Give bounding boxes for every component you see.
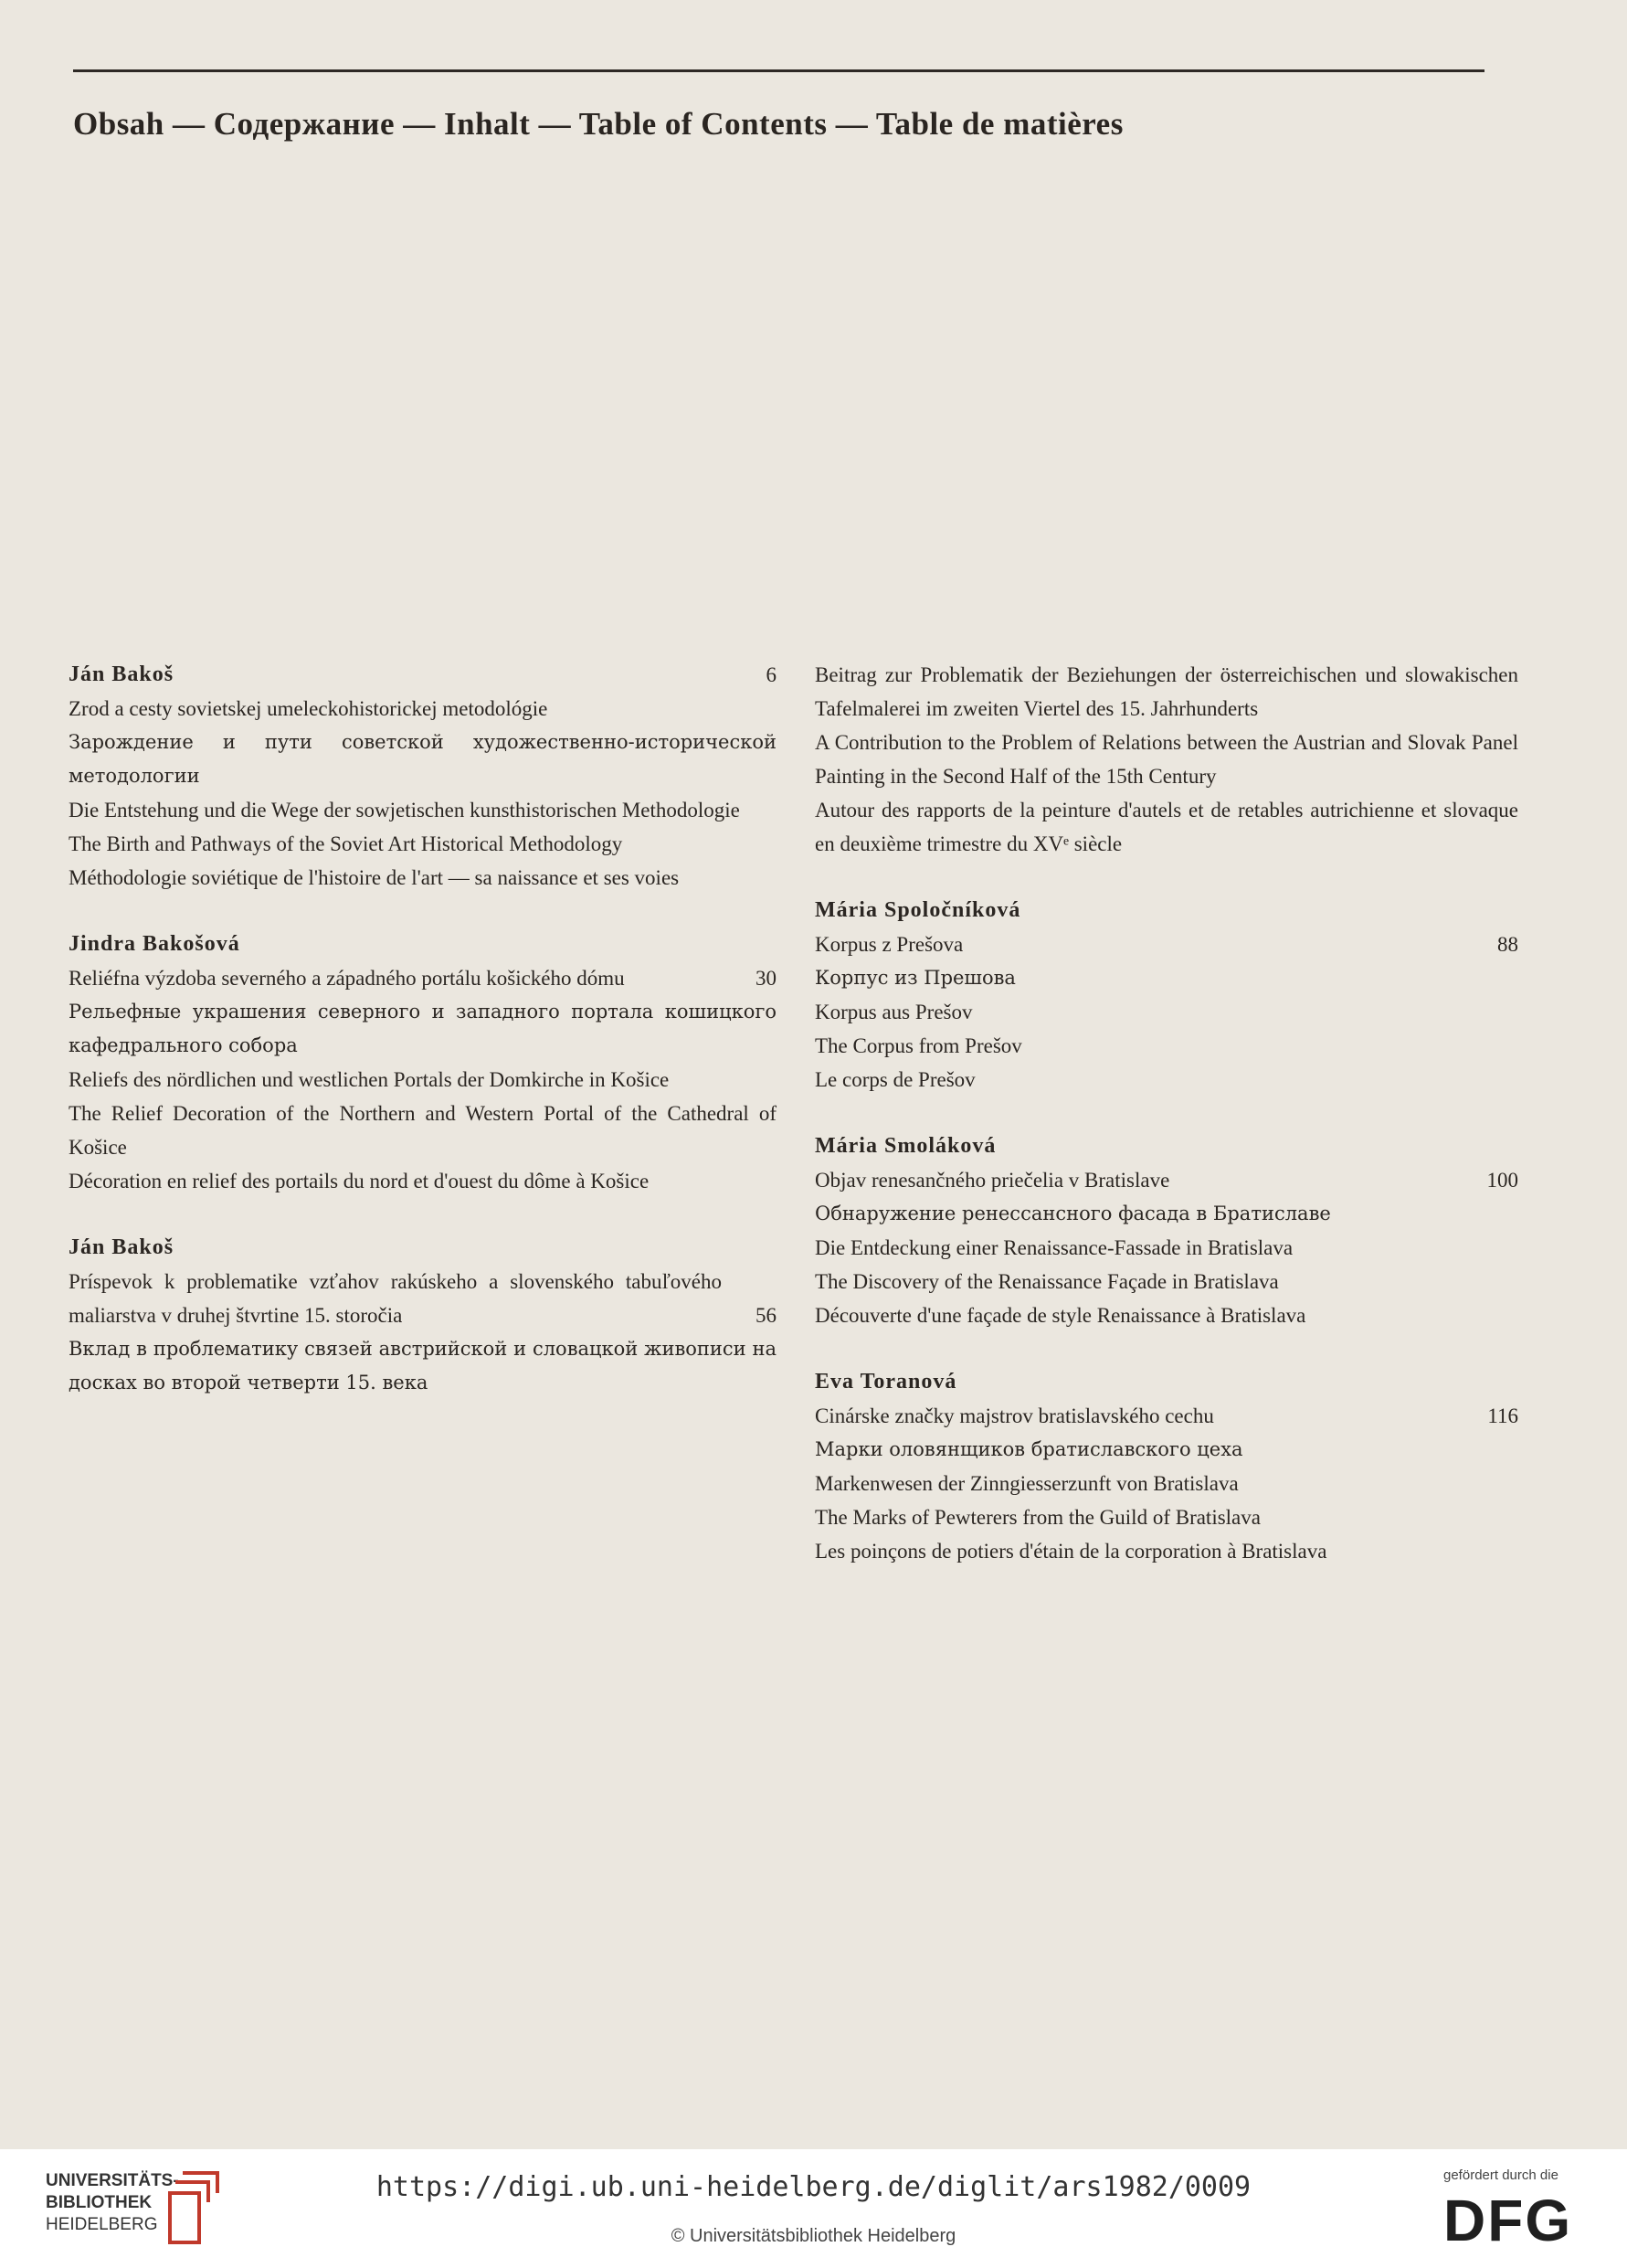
entry-title-fr: Les poinçons de potiers d'étain de la corporation à Bratislava xyxy=(815,1540,1327,1563)
entry-title-fr: Méthodologie soviétique de l'histoire de l'art — sa naissance et ses voies xyxy=(69,866,680,889)
toc-right-column xyxy=(815,658,1518,1601)
page-number: 88 xyxy=(1497,933,1518,956)
entry-title-en: The Marks of Pewterers from the Guild of Bratislava xyxy=(815,1506,1261,1529)
entry-author: Mária Spoločníková xyxy=(815,898,1021,922)
entry-title-de: Die Entdeckung einer Renaissance-Fassade in Bratislava xyxy=(815,1236,1294,1259)
entry-title-ru: Обнаружение ренессансного фасада в Братиславе xyxy=(815,1203,1331,1224)
library-name-line: HEIDELBERG xyxy=(46,2215,158,2234)
copyright-notice: © Universitätsbibliothek Heidelberg xyxy=(671,2226,956,2246)
toc-entry xyxy=(815,894,1518,1097)
footer-bar xyxy=(0,2149,1627,2268)
entry-title-sk: Zrod a cesty sovietskej umeleckohistorickej metodológie xyxy=(69,697,548,720)
entry-author: Ján Bakoš xyxy=(69,1235,174,1259)
page-number: 100 xyxy=(1486,1169,1518,1192)
toc-title: Obsah — Содержание — Inhalt — Table of Contents — Table de matières xyxy=(73,106,1124,142)
entry-title-de: Beitrag zur Problematik der Beziehungen der österreichischen und slowakischen Tafelmalerei im zweiten Viertel des 15. Jahrhunderts xyxy=(815,663,1518,720)
entry-title-en: The Discovery of the Renaissance Façade in Bratislava xyxy=(815,1270,1279,1293)
entry-title-en: The Corpus from Prešov xyxy=(815,1034,1022,1057)
page-number: 56 xyxy=(755,1304,777,1327)
entry-title-ru: Вклад в проблематику связей австрийской и словацкой живописи на досках во второй четверти 15. века xyxy=(69,1338,777,1394)
entry-title-sk: Príspevok k problematike vzťahov rakúskeho a slovenského tabuľového maliarstva v druhej štvrtine 15. storočia xyxy=(69,1270,722,1327)
toc-entry xyxy=(815,1129,1518,1332)
entry-title-de: Korpus aus Prešov xyxy=(815,1001,973,1023)
entry-title-ru: Рельефные украшения северного и западного портала кошицкого кафедрального собора xyxy=(69,1001,777,1056)
page-number: 116 xyxy=(1487,1404,1518,1427)
entry-title-en: A Contribution to the Problem of Relations between the Austrian and Slovak Panel Painting in the Second Half of the 15th Century xyxy=(815,731,1518,788)
toc-left-column xyxy=(69,658,777,1433)
entry-title-fr: Décoration en relief des portails du nord et d'ouest du dôme à Košice xyxy=(69,1170,650,1192)
entry-author: Ján Bakoš xyxy=(69,662,174,686)
entry-title-sk: Cinárske značky majstrov bratislavského cechu xyxy=(815,1404,1214,1427)
entry-title-de: Reliefs des nördlichen und westlichen Portals der Domkirche in Košice xyxy=(69,1068,670,1091)
entry-title-fr: Autour des rapports de la peinture d'autels et de retables autrichienne et slovaque en deuxième trimestre du XVᵉ siècle xyxy=(815,799,1518,855)
toc-entry xyxy=(69,1231,777,1400)
entry-title-sk: Reliéfna výzdoba severného a západného portálu košického dómu xyxy=(69,967,625,990)
entry-title-ru: Корпус из Прешова xyxy=(815,967,1016,989)
toc-entry xyxy=(69,658,777,895)
toc-entry xyxy=(815,1365,1518,1568)
dfg-logo: DFG xyxy=(1443,2188,1573,2253)
funder-label: gefördert durch die xyxy=(1443,2167,1558,2183)
entry-title-sk: Korpus z Prešova xyxy=(815,933,964,956)
page-number: 30 xyxy=(755,967,777,990)
entry-author: Jindra Bakošová xyxy=(69,932,240,956)
page-url-link[interactable]: https://digi.ub.uni-heidelberg.de/diglit/ars1982/0009 xyxy=(375,2171,1252,2203)
entry-author: Mária Smoláková xyxy=(815,1134,997,1158)
top-rule xyxy=(73,69,1484,72)
entry-title-en: The Birth and Pathways of the Soviet Art Historical Methodology xyxy=(69,832,623,855)
entry-title-sk: Objav renesančného priečelia v Bratislave xyxy=(815,1169,1170,1192)
library-name-line: UNIVERSITÄTS- xyxy=(46,2171,179,2190)
entry-title-de: Die Entstehung und die Wege der sowjetischen kunsthistorischen Methodologie xyxy=(69,799,740,821)
entry-author: Eva Toranová xyxy=(815,1370,957,1394)
entry-title-fr: Découverte d'une façade de style Renaissance à Bratislava xyxy=(815,1304,1306,1327)
entry-title-ru: Марки оловянщиков братиславского цеха xyxy=(815,1438,1243,1460)
entry-title-en: The Relief Decoration of the Northern and Western Portal of the Cathedral of Košice xyxy=(69,1102,777,1159)
entry-title-ru: Зарождение и пути советской художественно-исторической методологии xyxy=(69,731,777,787)
page-number: 6 xyxy=(766,663,777,686)
entry-title-fr: Le corps de Prešov xyxy=(815,1068,976,1091)
toc-entry-continuation xyxy=(815,658,1518,861)
entry-title-de: Markenwesen der Zinngiesserzunft von Bratislava xyxy=(815,1472,1239,1495)
toc-entry xyxy=(69,927,777,1198)
library-name-line: BIBLIOTHEK xyxy=(46,2193,153,2212)
